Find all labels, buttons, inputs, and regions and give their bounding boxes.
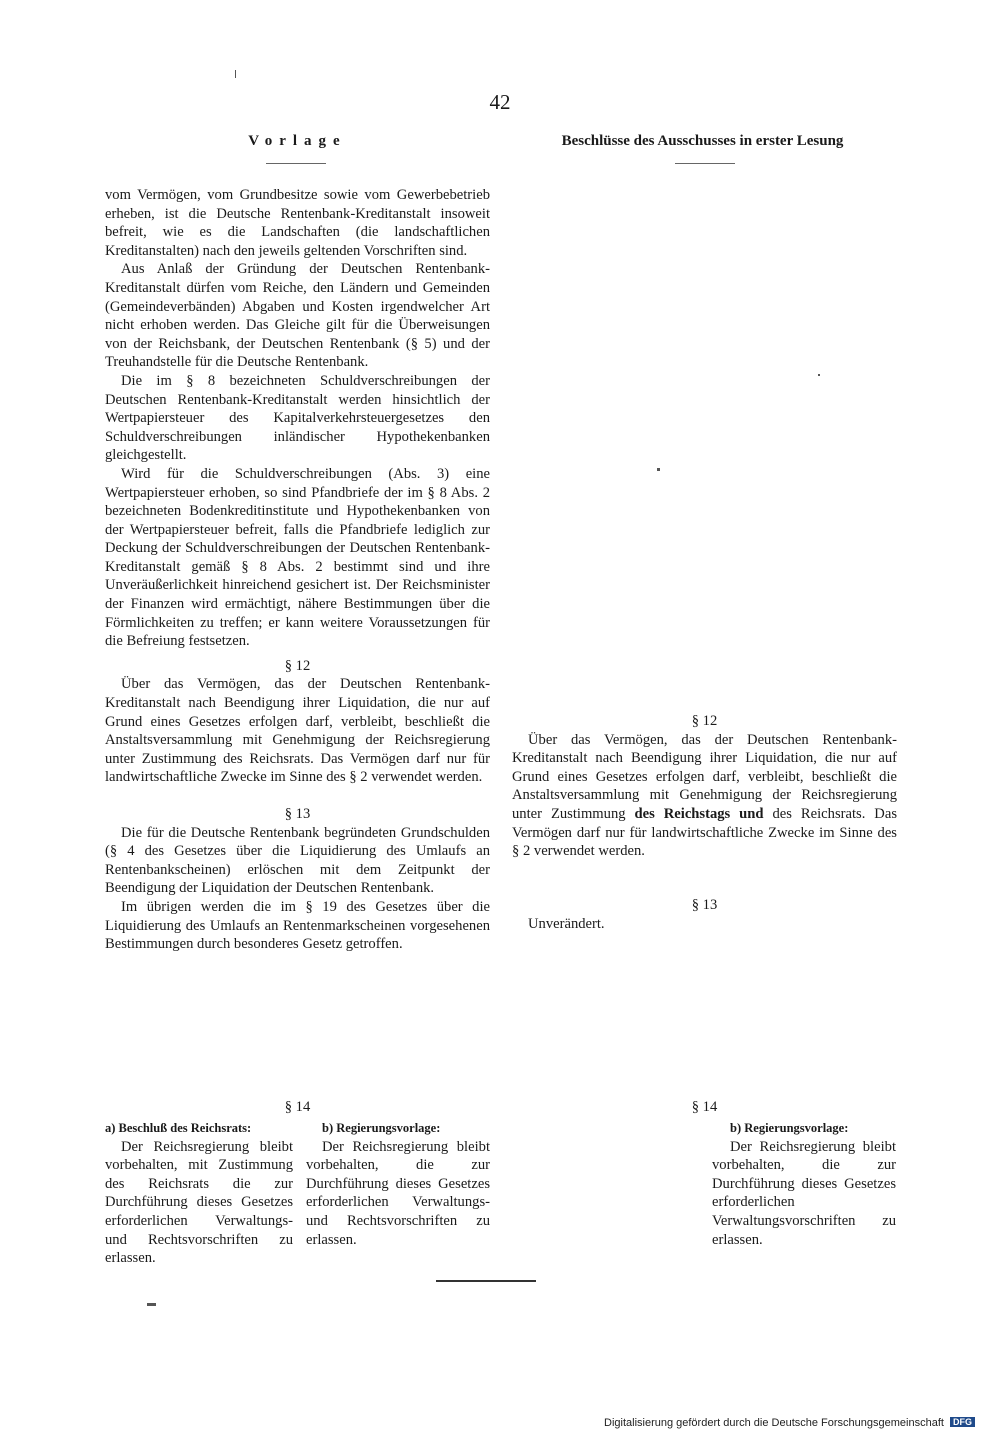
section-13-text: Im übrigen werden die im § 19 des Gesetzes über die Liquidierung des Umlaufs an Rentenmarkscheinen vorgesehenen Bestimmungen durch besonderes Gesetz getroffen. [105, 898, 490, 953]
left-column [105, 186, 490, 954]
section-heading-14-left: § 14 [284, 1099, 311, 1115]
text-span: Über das Vermögen, das der Deutschen Rentenbank-Kreditanstalt nach Beendigung ihrer Liquidation, die nur auf Grund eines Gesetzes erfolgen darf, verbleibt, beschließt die Anstaltsversammlung mit Genehmigung der Reichsregierung unter Zustimmung [512, 731, 897, 822]
section-14-right-option-b [712, 1119, 896, 1249]
section-heading-13-right: § 13 [691, 897, 718, 913]
print-speck [147, 1303, 156, 1306]
closing-rule [436, 1280, 536, 1282]
print-speck [818, 374, 820, 376]
section-heading-12-right: § 12 [691, 713, 718, 729]
option-b-label-right: b) Regierungsvorlage: [730, 1121, 849, 1135]
footer-text: Digitalisierung gefördert durch die Deutsche Forschungsgemeinschaft [604, 1417, 944, 1429]
option-b-text: Der Reichsregierung bleibt vorbehalten, die zur Durchführung dieses Gesetzes erforderlichen Verwaltungs- und Rechtsvorschriften zu erlassen. [306, 1138, 490, 1248]
section-heading-13: § 13 [284, 806, 311, 822]
paragraph: Wird für die Schuldverschreibungen (Abs. 3) eine Wertpapiersteuer erhoben, so sind Pfandbriefe der im § 8 Abs. 2 bezeichneten Bodenkreditinstitute und Hypothekenbanken von der Wertpapiersteuer befreit, falls die Pfandbriefe lediglich zur Deckung der Schuldverschreibungen der Deutschen Rentenbank-Kreditanstalt gemäß § 8 Abs. 2 bestimmt sind und ihre Unveräußerlichkeit hinreichend gesichert ist. Der Reichsminister der Finanzen wird ermächtigt, nähere Bestimmungen über die Förmlichkeiten zu treffen; er kann weitere Voraussetzungen für die Befreiung festsetzen. [105, 465, 490, 650]
footer-credit [604, 1417, 975, 1429]
section-13-text-right: Unverändert. [528, 915, 605, 932]
text-span: des Reichsrats. Das Vermögen darf nur für landwirtschaftliche Zwecke im Sinne des § 2 verwendet werden. [512, 805, 898, 860]
right-heading-rule [675, 163, 735, 164]
dfg-logo: DFG [950, 1417, 975, 1427]
section-12-text: Über das Vermögen, das der Deutschen Rentenbank-Kreditanstalt nach Beendigung ihrer Liquidation, die nur auf Grund eines Gesetzes erfolgen darf, verbleibt, beschließt die Anstaltsversammlung mit Genehmigung der Reichsregierung unter Zustimmung des Reichsrats. Das Vermögen darf nur für landwirtschaftliche Zwecke im Sinne des § 2 verwendet werden. [105, 676, 490, 786]
inserted-amendment: des Reichstags und [634, 805, 764, 822]
section-14-option-b [306, 1119, 490, 1249]
print-speck [235, 70, 236, 78]
right-section-12 [512, 712, 897, 861]
paragraph: vom Vermögen, vom Grundbesitze sowie vom Gewerbebetrieb erheben, ist die Deutsche Rentenbank-Kreditanstalt insoweit befreit, wie es die Landschaften (die landschaftlichen Kreditanstalten) nach den jeweils geltenden Vorschriften sind. [105, 187, 490, 259]
paragraph: Aus Anlaß der Gründung der Deutschen Rentenbank-Kreditanstalt dürfen vom Reiche, den Ländern und Gemeinden (Gemeindeverbänden) Abgaben und Kosten irgendwelcher Art nicht erhoben werden. Das Gleiche gilt für die Überweisungen von der Reichsbank, der Deutschen Rentenbank (§ 5) und der Treuhandstelle für die Deutsche Rentenbank. [105, 261, 490, 371]
right-section-13 [512, 896, 897, 933]
option-a-label: a) Beschluß des Reichsrats: [105, 1121, 252, 1135]
section-heading-14-right: § 14 [691, 1099, 718, 1115]
page-number: 42 [489, 90, 511, 114]
right-column-heading: Beschlüsse des Ausschusses in erster Lesung [561, 133, 844, 149]
paragraph: Die im § 8 bezeichneten Schuldverschreibungen der Deutschen Rentenbank-Kreditanstalt werden hinsichtlich der Wertpapiersteuer des Kapitalverkehrsteuergesetzes den Schuldverschreibungen inländischer Hypothekenbanken gleichgestellt. [105, 372, 490, 464]
print-speck [657, 468, 660, 471]
section-12-text-right [512, 731, 897, 861]
section-14-option-a [105, 1119, 293, 1268]
option-a-text: Der Reichsregierung bleibt vorbehalten, mit Zustimmung des Reichsrats die zur Durchführung dieses Gesetzes erforderlichen Verwaltungs- und Rechtsvorschriften zu erlassen. [105, 1138, 293, 1267]
left-heading-rule [266, 163, 326, 164]
option-b-label: b) Regierungsvorlage: [322, 1121, 441, 1135]
option-b-text-right: Der Reichsregierung bleibt vorbehalten, die zur Durchführung dieses Gesetzes erforderlichen Verwaltungsvorschriften zu erlassen. [712, 1138, 896, 1248]
section-heading-12: § 12 [284, 657, 311, 674]
section-13-text: Die für die Deutsche Rentenbank begründeten Grundschulden (§ 4 des Gesetzes über die Liquidierung des Umlaufs an Rentenbankscheinen) erlöschen mit dem Zeitpunkt der Beendigung der Liquidation der Deutschen Rentenbank. [105, 824, 490, 897]
left-column-heading: Vorlage [248, 133, 347, 149]
